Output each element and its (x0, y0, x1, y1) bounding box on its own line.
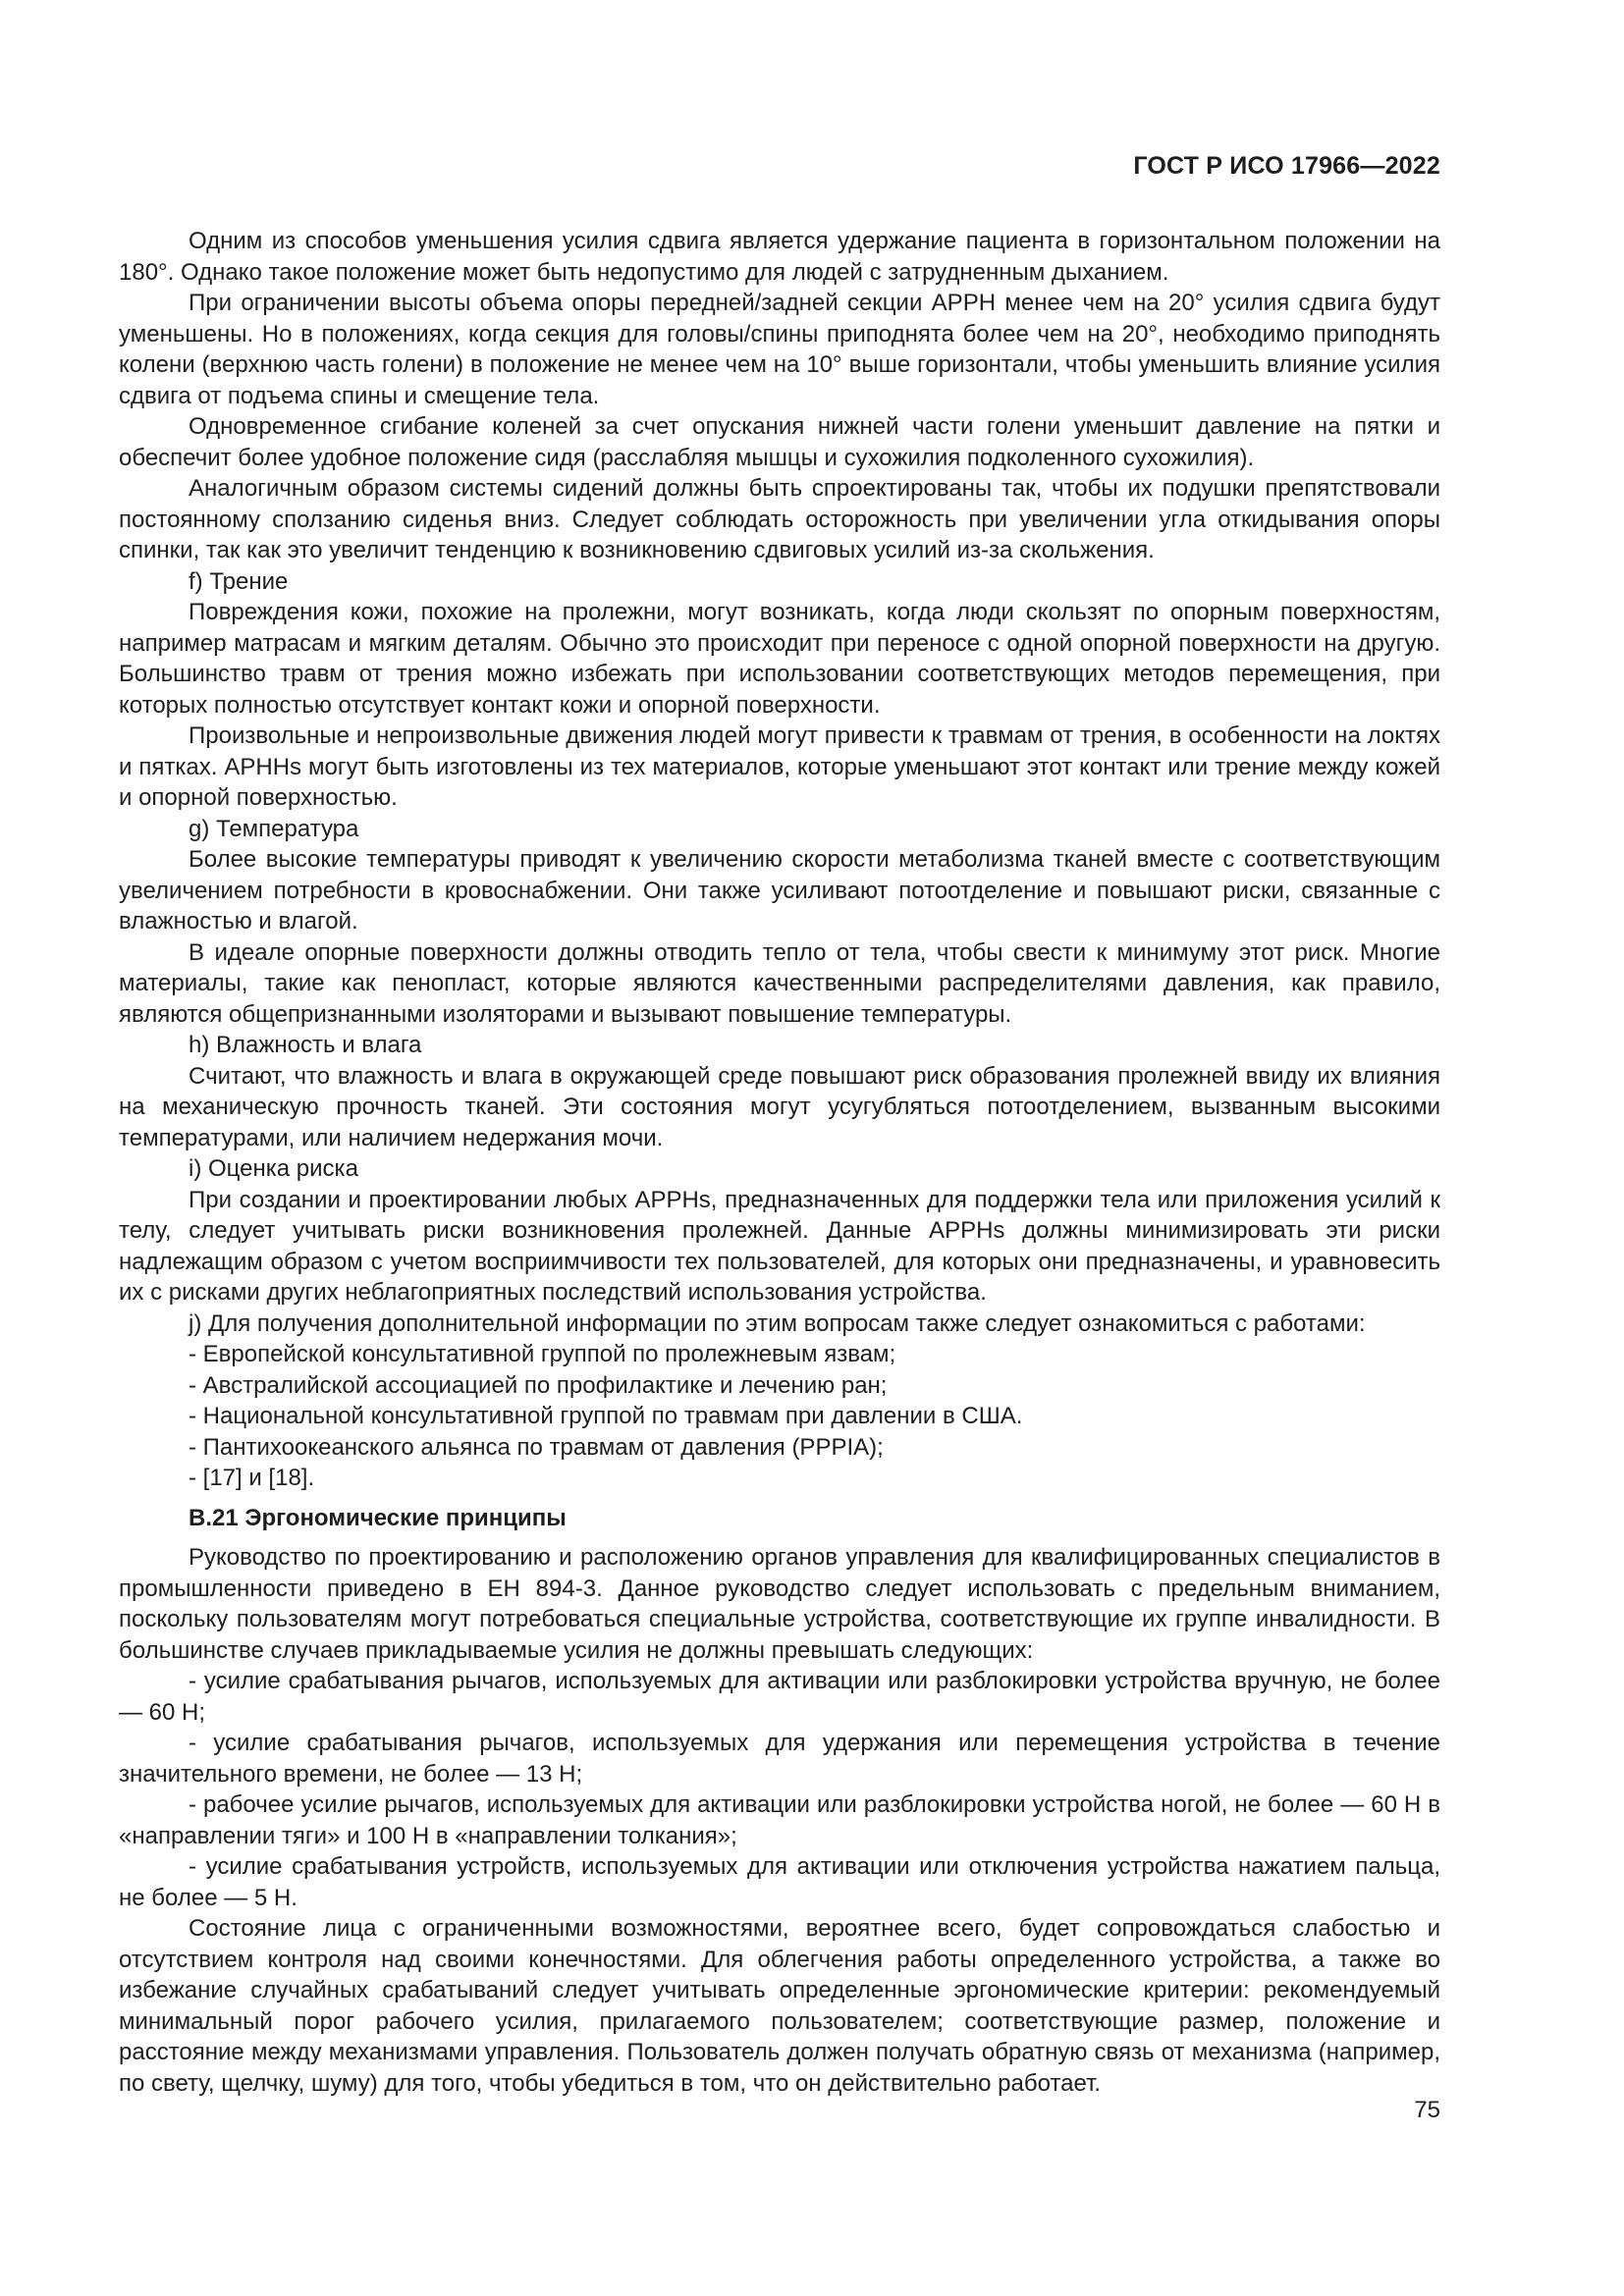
paragraph: В идеале опорные поверхности должны отводить тепло от тела, чтобы свести к минимуму этот риск. Многие материалы, такие как пенопласт, которые являются качественными распределителями давления, как правило, являются общепризнанными изоляторами и вызывают повышение температуры. (119, 938, 1440, 1028)
list-item-i: i) Оценка риска (189, 1155, 358, 1182)
paragraph: Более высокие температуры приводят к увеличению скорости метаболизма тканей вместе с соответствующим увеличением потребности в кровоснабжении. Они также усиливают потоотделение и повышают риски, связанные с влажностью и влагой. (119, 846, 1440, 934)
list-item: - [17] и [18]. (189, 1465, 315, 1491)
list-item: - Национальной консультативной группой по травмам при давлении в США. (189, 1403, 1023, 1429)
paragraph: Повреждения кожи, похожие на пролежни, могут возникать, когда люди скользят по опорным поверхностям, например матрасам и мягким деталям. Обычно это происходит при переносе с одной опорной поверхности на другую. Большинство травм от трения можно избежать при использовании соответствующих методов перемещения, при которых полностью отсутствует контакт кожи и опорной поверхности. (119, 599, 1440, 719)
page-number: 75 (1414, 2097, 1440, 2123)
dash-list-item: - рабочее усилие рычагов, используемых для активации или разблокировки устройства ногой, не более — 60 Н в «направлении тяги» и 100 Н в «направлении толкания»; (119, 1791, 1440, 1849)
paragraph: Считают, что влажность и влага в окружающей среде повышают риск образования пролежней ввиду их влияния на механическую прочность тканей. Эти состояния могут усугубляться потоотделением, вызванным высокими температурами, или наличием недержания мочи. (119, 1062, 1440, 1151)
page-content (119, 226, 1440, 2099)
list-item-h: h) Влажность и влага (189, 1032, 422, 1058)
paragraph: Руководство по проектированию и расположению органов управления для квалифицированных специалистов в промышленности приведено в ЕН 894-3. Данное руководство следует использовать с предельным вниманием, поскольку пользователям могут потребоваться специальные устройства, соответствующие их группе инвалидности. В большинстве случаев прикладываемые усилия не должны превышать следующих: (119, 1544, 1440, 1664)
list-item: - Австралийской ассоциацией по профилактике и лечению ран; (189, 1371, 888, 1399)
list-item: - Пантихоокеанского альянса по травмам от давления (PPPIA); (189, 1433, 884, 1461)
list-item: - Европейской консультативной группой по пролежневым язвам; (189, 1341, 896, 1367)
list-item-g: g) Температура (189, 815, 359, 842)
paragraph: Аналогичным образом системы сидений должны быть спроектированы так, чтобы их подушки препятствовали постоянному сползанию сиденья вниз. Следует соблюдать осторожность при увеличении угла откидывания опоры спинки, так как это увеличит тенденцию к возникновению сдвиговых усилий из-за скольжения. (119, 475, 1440, 563)
paragraph: Произвольные и непроизвольные движения людей могут привести к травмам от трения, в особенности на локтях и пятках. APHHs могут быть изготовлены из тех материалов, которые уменьшают этот контакт или трение между кожей и опорной поверхностью. (119, 722, 1440, 811)
paragraph: Состояние лица с ограниченными возможностями, вероятнее всего, будет сопровождаться слабостью и отсутствием контроля над своими конечностями. Для облегчения работы определенного устройства, а также во избежание случайных срабатываний следует учитывать определенные эргономические критерии: рекомендуемый минимальный порог рабочего усилия, прилагаемого пользователем; соответствующие размер, положение и расстояние между механизмами управления. Пользователь должен получать обратную связь от механизма (например, по свету, щелчку, шуму) для того, чтобы убедиться в том, что он действительно работает. (119, 1915, 1440, 2097)
paragraph: При ограничении высоты объема опоры передней/задней секции APPH менее чем на 20° усилия сдвига будут уменьшены. Но в положениях, когда секция для головы/спины приподнята более чем на 20°, необходимо приподнять колени (верхнюю часть голени) в положение не менее чем на 10° выше горизонтали, чтобы уменьшить влияние усилия сдвига от подъема спины и смещение тела. (119, 290, 1440, 409)
paragraph: Одновременное сгибание коленей за счет опускания нижней части голени уменьшит давление на пятки и обеспечит более удобное положение сидя (расслабляя мышцы и сухожилия подколенного сухожилия). (119, 413, 1440, 471)
dash-list-item: - усилие срабатывания рычагов, используемых для удержания или перемещения устройства в течение значительного времени, не более — 13 Н; (119, 1730, 1440, 1788)
document-id-header: ГОСТ Р ИСО 17966—2022 (1133, 152, 1440, 180)
list-item-j: j) Для получения дополнительной информации по этим вопросам также следует ознакомиться с работами: (189, 1309, 1366, 1337)
section-heading: В.21 Эргономические принципы (189, 1504, 567, 1531)
dash-list-item: - усилие срабатывания устройств, используемых для активации или отключения устройства нажатием пальца, не более — 5 Н. (119, 1853, 1440, 1911)
dash-list-item: - усилие срабатывания рычагов, используемых для активации или разблокировки устройства вручную, не более — 60 Н; (119, 1668, 1440, 1726)
list-item-f: f) Трение (189, 567, 289, 595)
paragraph: При создании и проектировании любых APPHs, предназначенных для поддержки тела или приложения усилий к телу, следует учитывать риски возникновения пролежней. Данные APPHs должны минимизировать эти риски надлежащим образом с учетом восприимчивости тех пользователей, для которых они предназначены, и уравновесить их с рисками других неблагоприятных последствий использования устройства. (119, 1186, 1440, 1306)
paragraph: Одним из способов уменьшения усилия сдвига является удержание пациента в горизонтальном положении на 180°. Однако такое положение может быть недопустимо для людей с затрудненным дыханием. (119, 228, 1440, 286)
